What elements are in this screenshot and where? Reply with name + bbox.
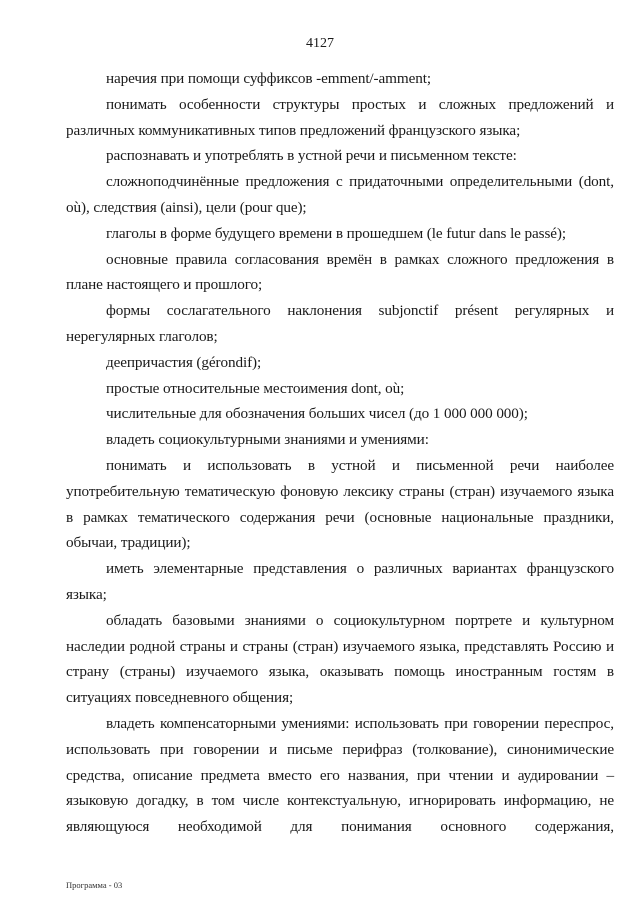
paragraph: простые относительные местоимения dont, où;	[106, 379, 405, 397]
paragraph: формы сослагательного наклонения subjonctif présent регулярных и нерегулярных глаголов;	[66, 302, 614, 345]
paragraph: обладать базовыми знаниями о социокультурном портрете и культурном наследии родной страны и страны (стран) изучаемого языка, представлять Россию и страну (страны) изучаемого языка, оказывать помощь иностранным гостям в ситуациях повседневного общения;	[66, 611, 614, 707]
paragraph: понимать и использовать в устной и письменной речи наиболее употребительную тематическую фоновую лексику страны (стран) изучаемого языка в рамках тематического содержания речи (основные национальные праздники, обычаи, традиции);	[66, 456, 614, 552]
paragraph: распознавать и употреблять в устной речи и письменном тексте:	[106, 147, 517, 165]
paragraph: сложноподчинённые предложения с придаточными определительными (dont, où), следствия (ainsi), цели (pour que);	[66, 173, 614, 216]
paragraph: деепричастия (gérondif);	[106, 353, 262, 371]
paragraph: иметь элементарные представления о различных вариантах французского языка;	[66, 560, 614, 603]
paragraph: владеть социокультурными знаниями и умениями:	[106, 431, 429, 449]
document-body	[66, 66, 614, 840]
page-footer: Программа - 03	[66, 880, 123, 890]
paragraph: основные правила согласования времён в рамках сложного предложения в плане настоящего и прошлого;	[66, 250, 614, 294]
paragraph: владеть компенсаторными умениями: использовать при говорении переспрос, использовать при говорении и письме перифраз (толкование), синонимические средства, описание предмета вместо его названия, при чтении и аудировании – языковую догадку, в том числе контекстуальную, игнорировать информацию, не являющуюся необходимой для понимания основного содержания,	[66, 714, 614, 836]
paragraph: глаголы в форме будущего времени в прошедшем (le futur dans le passé);	[106, 224, 566, 242]
page-number: 4127	[306, 36, 334, 51]
paragraph: числительные для обозначения больших чисел (до 1 000 000 000);	[106, 405, 528, 423]
paragraph: наречия при помощи суффиксов -emment/-amment;	[106, 70, 431, 87]
paragraph: понимать особенности структуры простых и сложных предложений и различных коммуникативных типов предложений французского языка;	[66, 95, 614, 139]
